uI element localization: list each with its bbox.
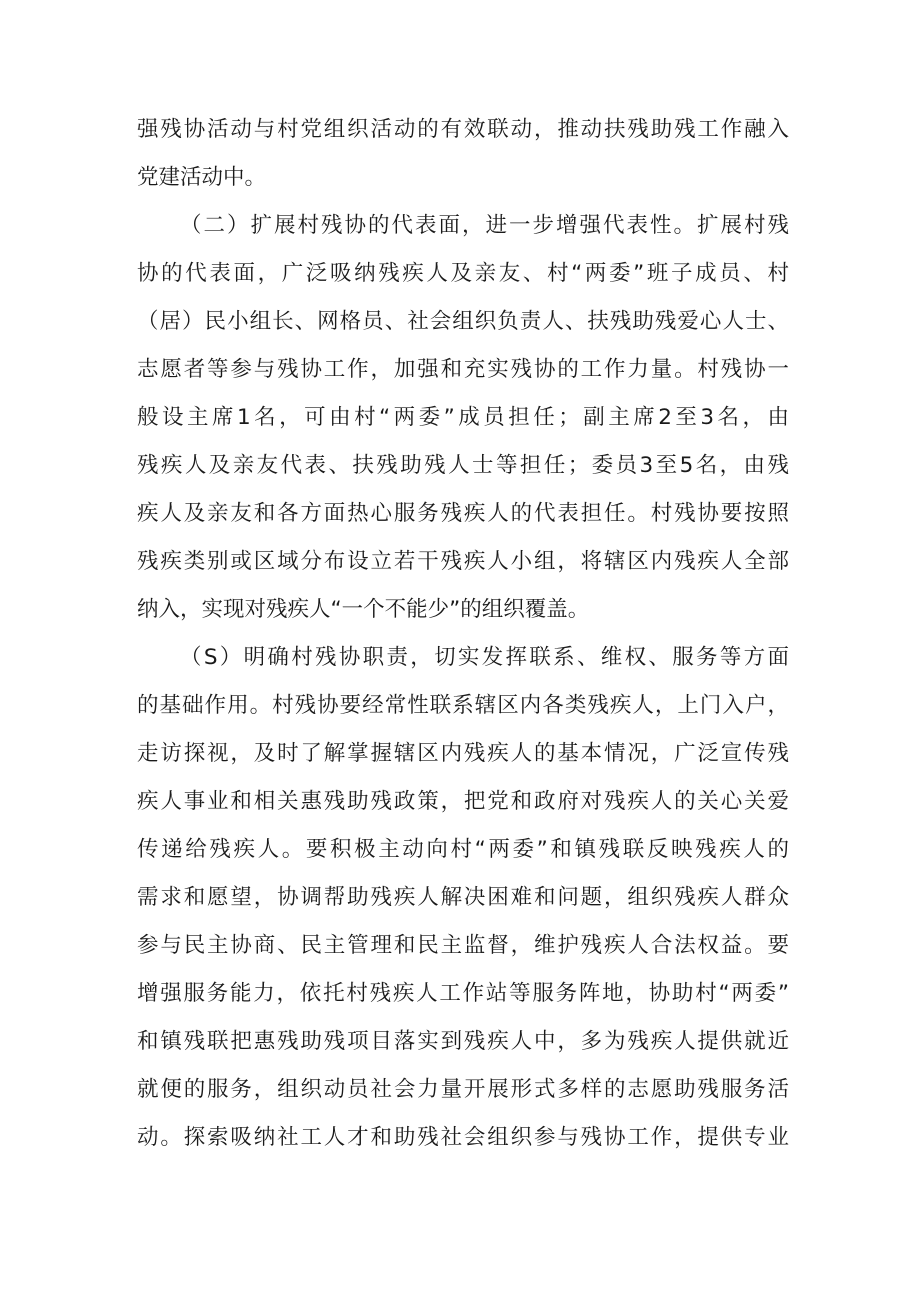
text-line: （居）民小组长、网格员、社会组织负责人、扶残助残爱心人士、: [137, 309, 789, 334]
text-line: 般设主席1名，可由村“两委”成员担任；副主席2至3名，由: [137, 405, 789, 430]
text-line: 传递给残疾人。要积极主动向村“两委”和镇残联反映残疾人的: [137, 837, 789, 862]
text-line: 志愿者等参与残协工作，加强和充实残协的工作力量。村残协一: [137, 357, 789, 382]
text-line: 需求和愿望，协调帮助残疾人解决困难和问题，组织残疾人群众: [137, 885, 789, 910]
text-line: 残疾人及亲友代表、扶残助残人士等担任；委员3至5名，由残: [137, 453, 789, 478]
text-line: 增强服务能力，依托村残疾人工作站等服务阵地，协助村“两委”: [137, 981, 789, 1006]
text-line: 走访探视，及时了解掌握辖区内残疾人的基本情况，广泛宣传残: [137, 741, 789, 766]
text-line: 疾人事业和相关惠残助残政策，把党和政府对残疾人的关心关爱: [137, 789, 789, 814]
text-line: 纳入，实现对残疾人“一个不能少”的组织覆盖。: [137, 597, 590, 622]
text-line: 党建活动中。: [137, 165, 267, 190]
text-line: 残疾类别或区域分布设立若干残疾人小组，将辖区内残疾人全部: [137, 549, 789, 574]
text-line: 的基础作用。村残协要经常性联系辖区内各类残疾人，上门入户，: [137, 693, 789, 718]
text-line: 疾人及亲友和各方面热心服务残疾人的代表担任。村残协要按照: [137, 501, 789, 526]
text-line: 协的代表面，广泛吸纳残疾人及亲友、村“两委”班子成员、村: [137, 261, 789, 286]
text-line: 和镇残联把惠残助残项目落实到残疾人中，多为残疾人提供就近: [137, 1029, 789, 1054]
paragraph-heading-line: （S）明确村残协职责，切实发挥联系、维权、服务等方面: [180, 645, 789, 670]
paragraph-heading-line: （二）扩展村残协的代表面，进一步增强代表性。扩展村残: [180, 213, 789, 238]
text-line: 强残协活动与村党组织活动的有效联动，推动扶残助残工作融入: [137, 117, 789, 142]
text-line: 参与民主协商、民主管理和民主监督，维护残疾人合法权益。要: [137, 933, 789, 958]
text-line: 动。探索吸纳社工人才和助残社会组织参与残协工作，提供专业: [137, 1125, 789, 1150]
text-line: 就便的服务，组织动员社会力量开展形式多样的志愿助残服务活: [137, 1077, 789, 1102]
